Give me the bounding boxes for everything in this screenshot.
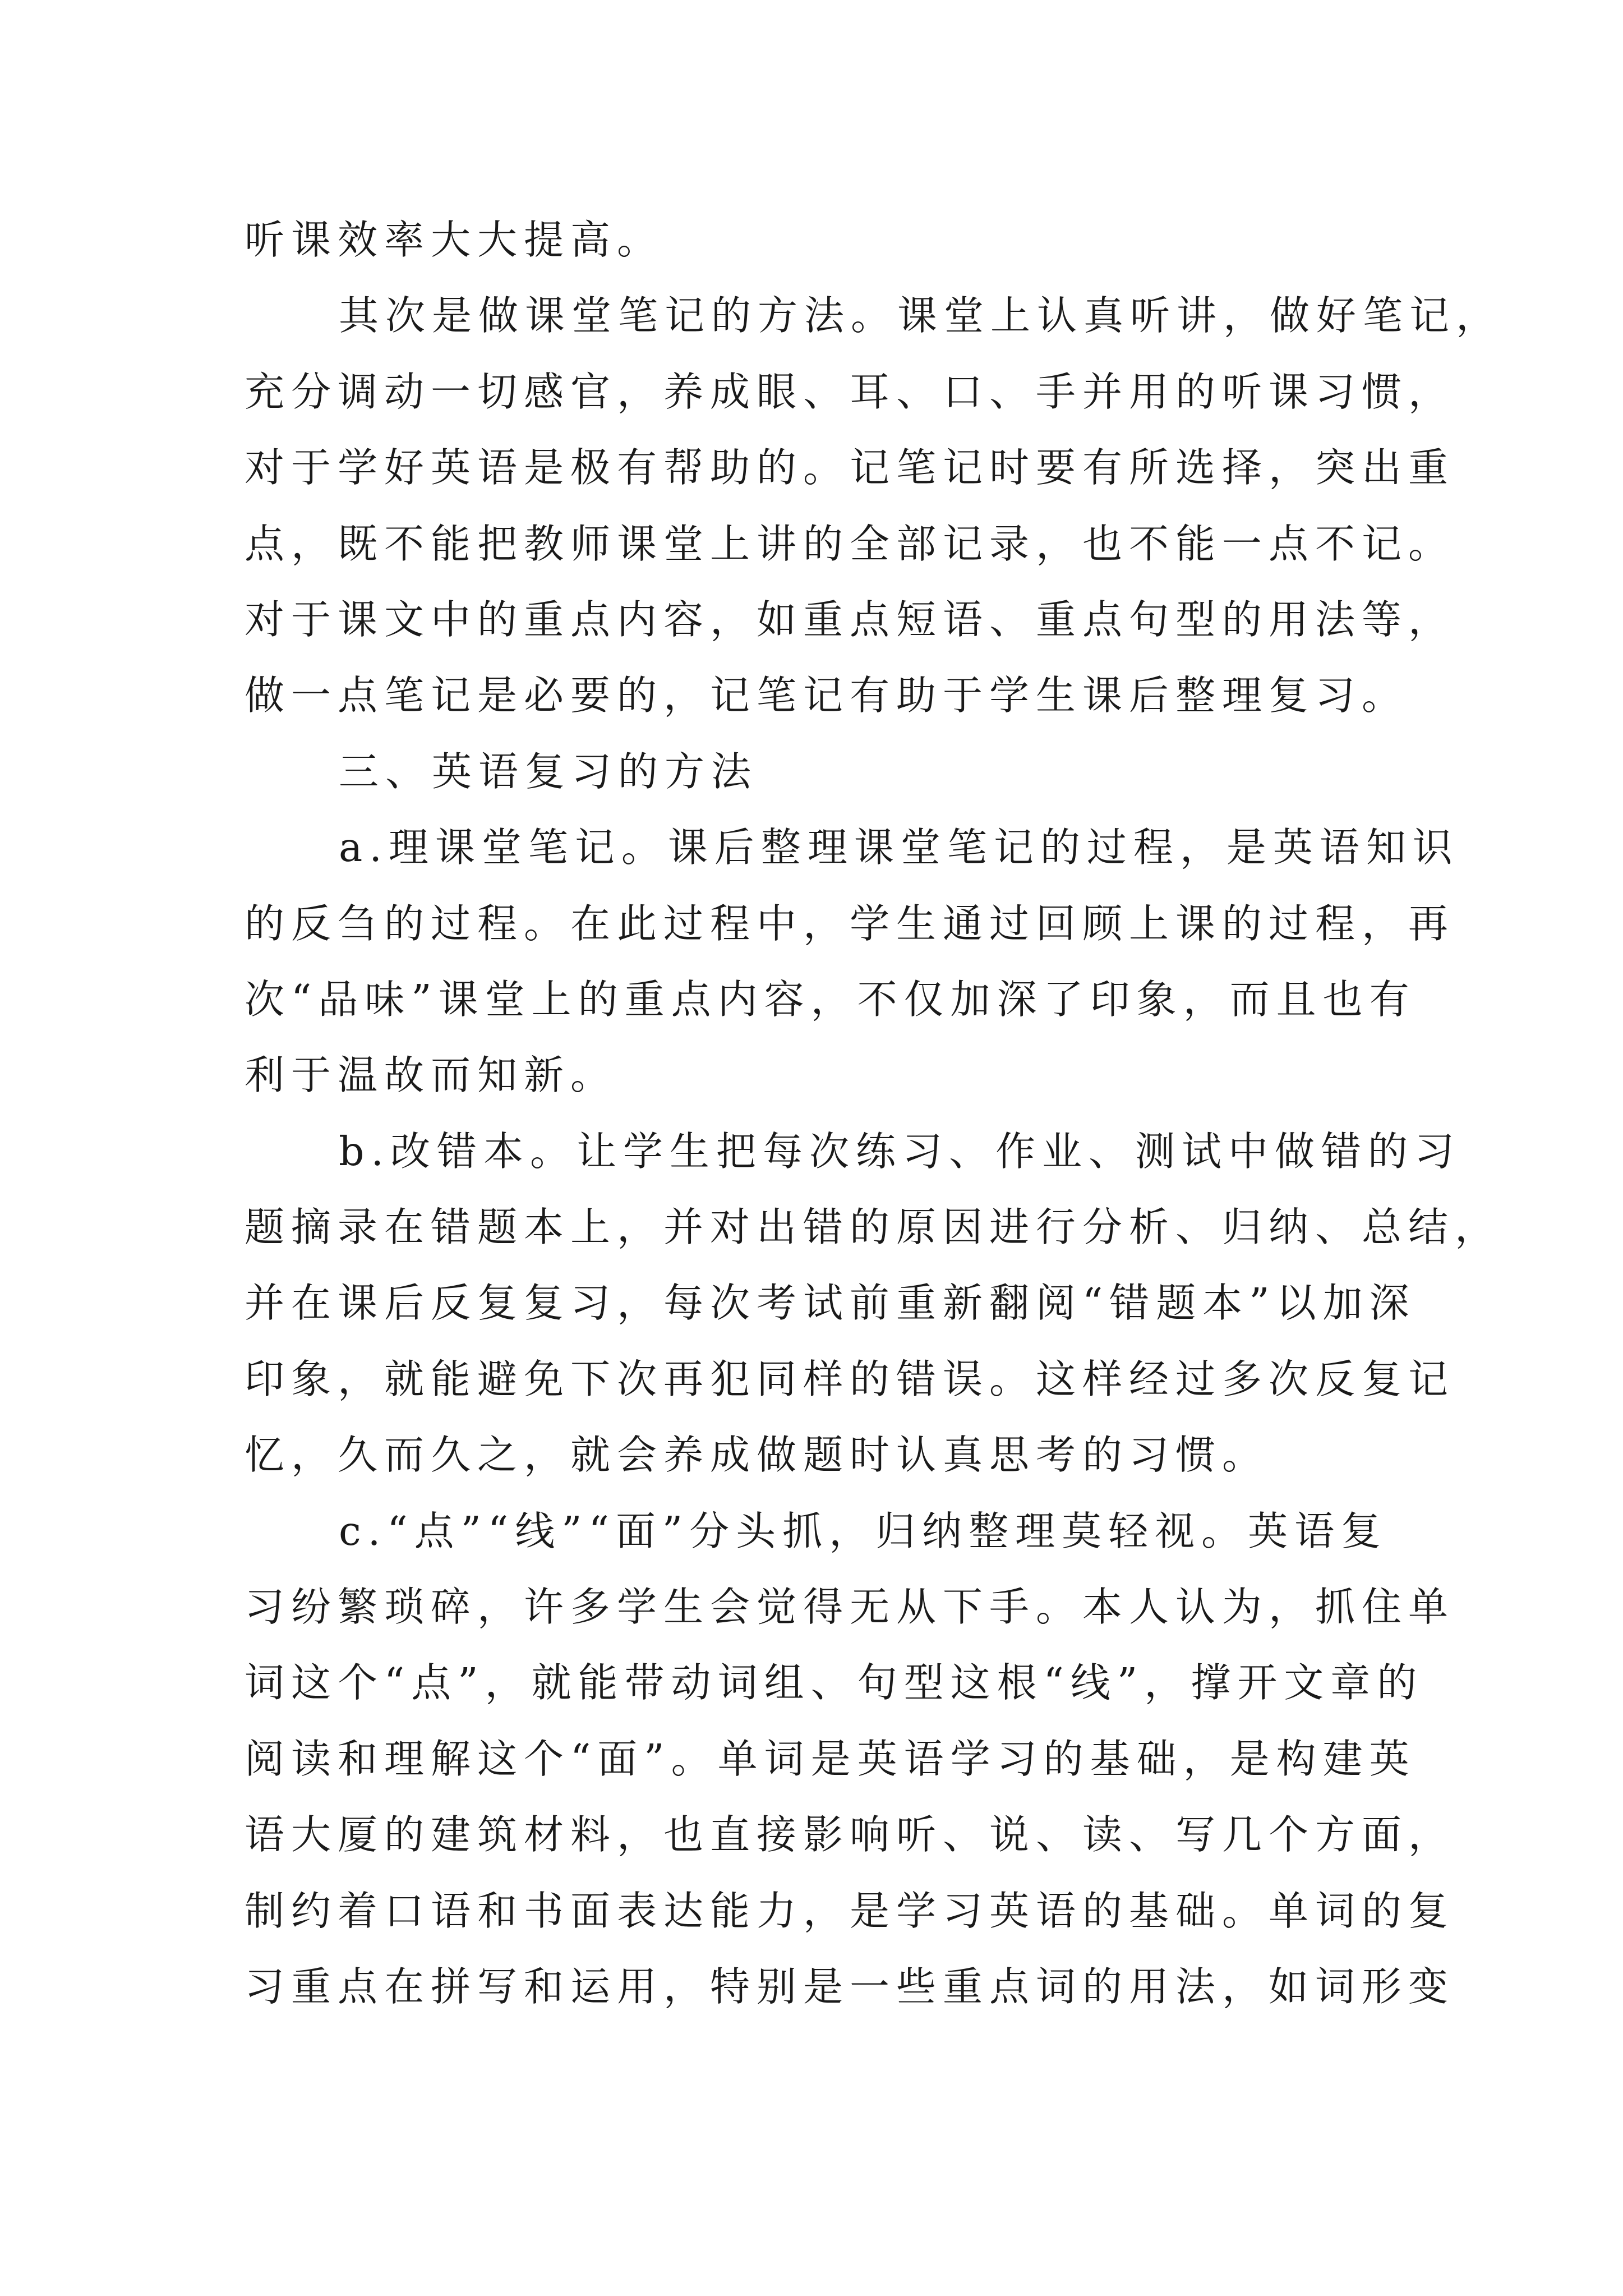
text-line: 对于课文中的重点内容，如重点短语、重点句型的用法等，	[245, 596, 1455, 643]
text-line: 听课效率大大提高。	[245, 217, 664, 263]
text-line: 习重点在拼写和运用，特别是一些重点词的用法，如词形变	[245, 1963, 1455, 2010]
text-line: 并在课后反复复习，每次考试前重新翻阅“错题本”以加深	[245, 1280, 1416, 1327]
text-line: 题摘录在错题本上，并对出错的原因进行分析、归纳、总结，	[245, 1204, 1502, 1251]
text-line: a.理课堂笔记。课后整理课堂笔记的过程，是英语知识	[339, 824, 1459, 871]
text-line: 三、英语复习的方法	[339, 748, 758, 795]
text-line: 阅读和理解这个“面”。单词是英语学习的基础，是构建英	[245, 1735, 1416, 1782]
text-line: 对于学好英语是极有帮助的。记笔记时要有所选择，突出重	[245, 444, 1455, 491]
text-line: 词这个“点”，就能带动词组、句型这根“线”，撑开文章的	[245, 1659, 1424, 1706]
text-line: 忆，久而久之，就会养成做题时认真思考的习惯。	[245, 1432, 1269, 1479]
text-line: 制约着口语和书面表达能力，是学习英语的基础。单词的复	[245, 1887, 1455, 1934]
text-line: 充分调动一切感官，养成眼、耳、口、手并用的听课习惯，	[245, 368, 1455, 415]
text-line: b.改错本。让学生把每次练习、作业、测试中做错的习	[339, 1128, 1461, 1175]
text-line: 习纷繁琐碎，许多学生会觉得无从下手。本人认为，抓住单	[245, 1584, 1455, 1631]
text-line: 的反刍的过程。在此过程中，学生通过回顾上课的过程，再	[245, 900, 1455, 947]
text-line: 点，既不能把教师课堂上讲的全部记录，也不能一点不记。	[245, 520, 1455, 567]
text-line: 其次是做课堂笔记的方法。课堂上认真听讲，做好笔记，	[339, 292, 1503, 339]
text-line: 做一点笔记是必要的，记笔记有助于学生课后整理复习。	[245, 672, 1409, 719]
text-line: 次“品味”课堂上的重点内容，不仅加深了印象，而且也有	[245, 976, 1416, 1023]
text-line: c.“点”“线”“面”分头抓，归纳整理莫轻视。英语复	[339, 1507, 1388, 1554]
text-line: 印象，就能避免下次再犯同样的错误。这样经过多次反复记	[245, 1355, 1455, 1402]
text-line: 利于温故而知新。	[245, 1052, 617, 1099]
text-line: 语大厦的建筑材料，也直接影响听、说、读、写几个方面，	[245, 1811, 1455, 1858]
body-text	[245, 202, 1503, 2024]
